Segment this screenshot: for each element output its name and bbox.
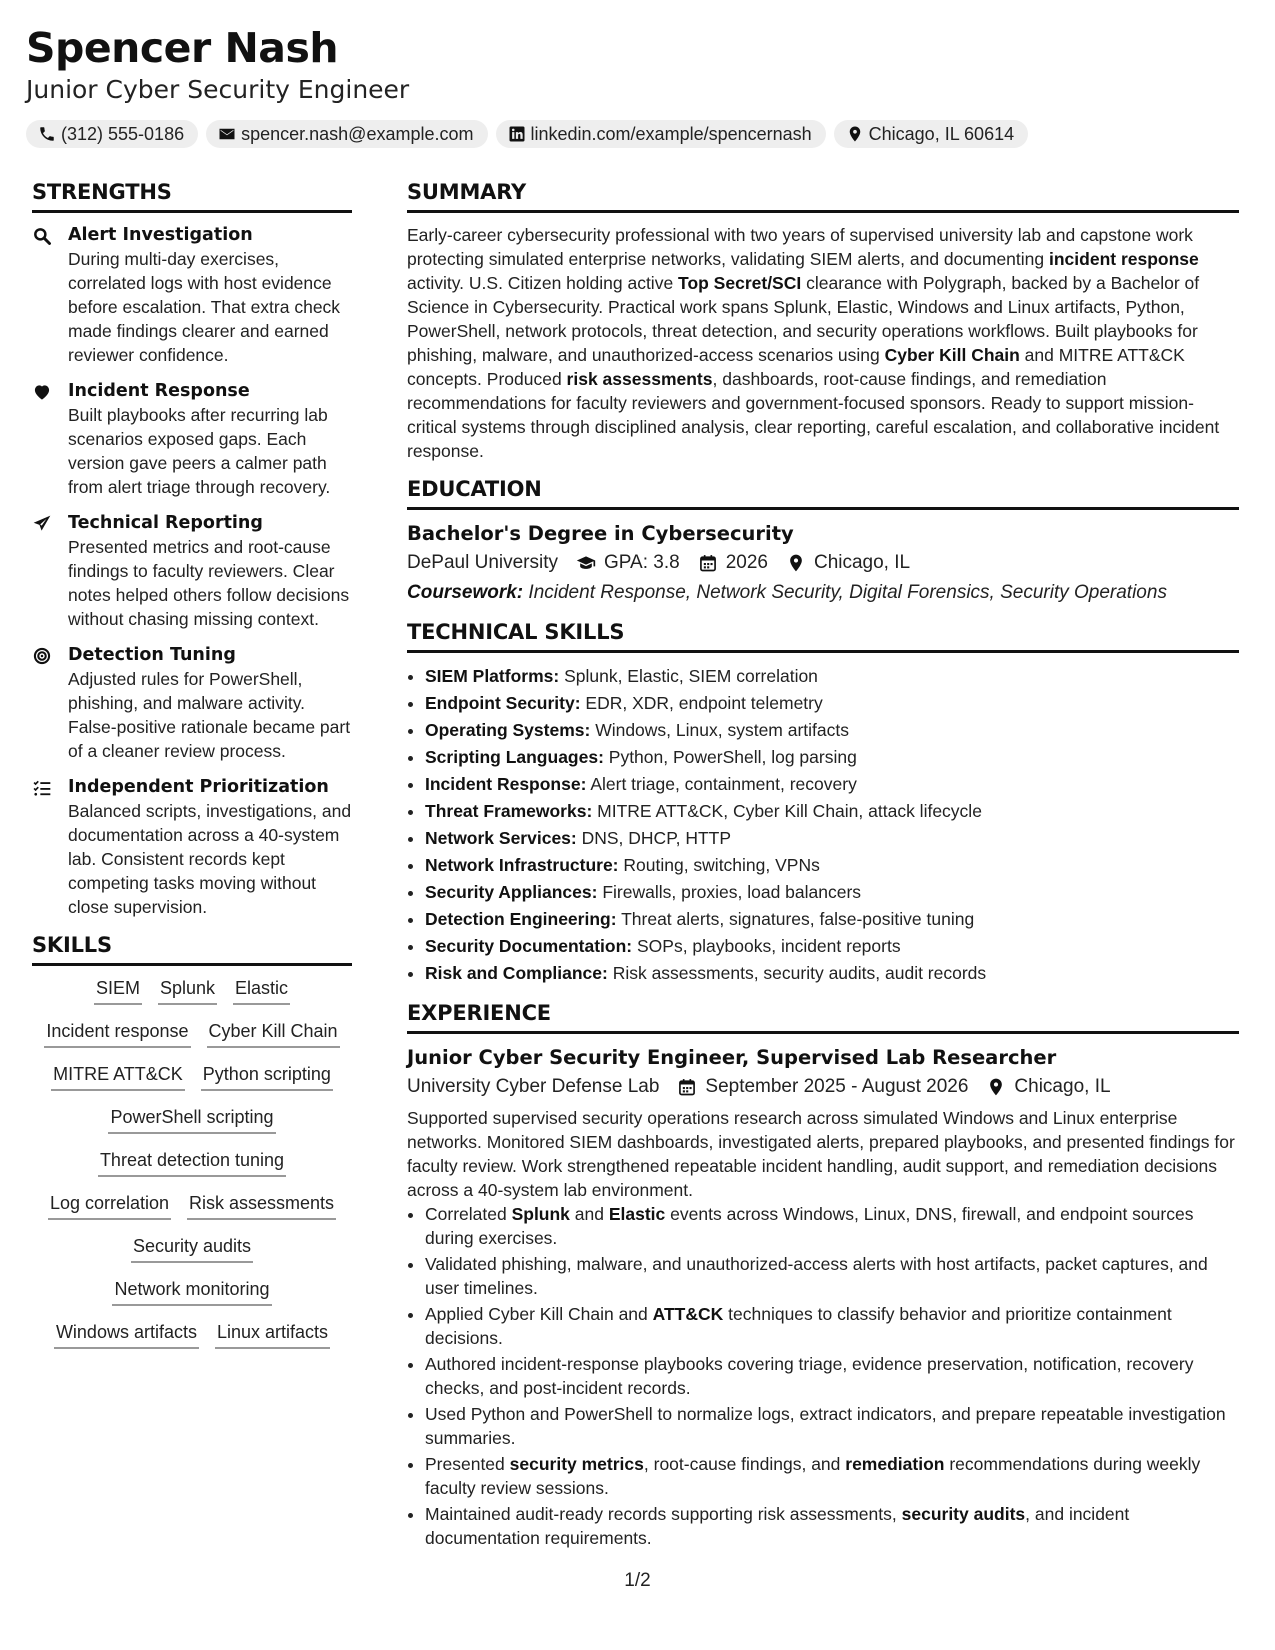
skill-row <box>32 1277 352 1320</box>
strength-item <box>32 379 352 499</box>
strength-description: Presented metrics and root-cause findings to faculty reviewers. Clear notes helped others follow decisions without chasing missing context. <box>68 537 350 629</box>
contact-phone[interactable] <box>26 120 198 148</box>
contact-email-text: spencer.nash@example.com <box>241 123 474 144</box>
contact-phone-text: (312) 555-0186 <box>61 123 185 144</box>
experience-bullet <box>425 1252 1239 1300</box>
strength-item <box>32 223 352 367</box>
skill-tag: Splunk <box>158 976 217 1005</box>
envelope-icon <box>218 125 236 143</box>
school-location: Chicago, IL <box>813 552 911 573</box>
experience-bullet <box>425 1402 1239 1450</box>
bullet-emphasis: security audits <box>901 1504 1026 1524</box>
technical-skill-label: Network Services: <box>425 828 577 848</box>
technical-skill-item <box>425 879 1239 906</box>
summary-text: , dashboards, root-cause findings, and remediation recommendations for faculty reviewers and government-focused sponsors. Ready to support mission-critical systems through disciplined analysis, clear reporting, careful escalation, and collaborative incident response. <box>407 369 1220 461</box>
skill-tag: Log correlation <box>48 1191 171 1220</box>
bullet-text: Used Python and PowerShell to normalize logs, extract indicators, and prepare repeatable investigation summaries. <box>425 1404 1226 1448</box>
technical-skill-item <box>425 717 1239 744</box>
technical-skill-value: Firewalls, proxies, load balancers <box>597 882 862 902</box>
skill-tag: Network monitoring <box>112 1277 271 1306</box>
right-column <box>407 180 1239 1552</box>
paper-plane-icon <box>32 511 54 631</box>
job-meta <box>407 1072 1239 1102</box>
strength-item <box>32 643 352 763</box>
bullet-emphasis: ATT&CK <box>652 1304 724 1324</box>
technical-skill-label: Operating Systems: <box>425 720 591 740</box>
bullet-text: Validated phishing, malware, and unauthorized-access alerts with host artifacts, packet captures, and user timelines. <box>425 1254 1208 1298</box>
strength-title: Incident Response <box>68 381 250 401</box>
bullet-text: , and incident documentation requirements. <box>425 1504 1130 1548</box>
technical-skill-value: Splunk, Elastic, SIEM correlation <box>559 666 818 686</box>
skill-tag: Security audits <box>131 1234 253 1263</box>
summary-emphasis: incident response <box>1049 249 1199 269</box>
technical-skill-label: Network Infrastructure: <box>425 855 619 875</box>
technical-skill-value: Python, PowerShell, log parsing <box>603 747 857 767</box>
strength-title: Technical Reporting <box>68 513 263 533</box>
technical-skills-list <box>407 663 1239 987</box>
technical-skill-value: DNS, DHCP, HTTP <box>576 828 732 848</box>
left-column <box>32 180 352 1363</box>
contact-location[interactable] <box>834 120 1028 148</box>
experience-bullets <box>407 1202 1239 1550</box>
skill-row <box>32 1320 352 1363</box>
heart-icon <box>32 379 54 499</box>
strength-description: Built playbooks after recurring lab scenarios exposed gaps. Each version gave peers a calmer path from alert triage through recovery. <box>68 405 331 497</box>
skill-tag: Linux artifacts <box>215 1320 330 1349</box>
strength-description: During multi-day exercises, correlated logs with host evidence before escalation. That extra check made findings clearer and earned reviewer confidence. <box>68 249 341 365</box>
experience-bullet <box>425 1202 1239 1250</box>
technical-skill-label: Endpoint Security: <box>425 693 581 713</box>
location-icon <box>786 553 806 573</box>
coursework-line <box>407 578 1239 608</box>
skill-tag: Cyber Kill Chain <box>207 1019 340 1048</box>
bullet-text: events across Windows, Linux, DNS, firewall, and endpoint sources during exercises. <box>425 1204 1194 1248</box>
degree-title: Bachelor's Degree in Cybersecurity <box>407 522 794 545</box>
technical-skill-label: Risk and Compliance: <box>425 963 608 983</box>
strength-item <box>32 511 352 631</box>
contact-linkedin[interactable] <box>496 120 826 148</box>
candidate-name: Spencer Nash <box>26 24 339 72</box>
summary-text: Early-career cybersecurity professional with two years of supervised university lab and capstone work protecting simulated enterprise networks, validating SIEM alerts, and documenting <box>407 225 1193 269</box>
technical-skill-label: Incident Response: <box>425 774 587 794</box>
technical-skill-label: Scripting Languages: <box>425 747 604 767</box>
experience-bullet <box>425 1352 1239 1400</box>
technical-skill-item <box>425 771 1239 798</box>
bullet-emphasis: Splunk <box>511 1204 570 1224</box>
contact-bar <box>26 120 1226 148</box>
skill-tag: Threat detection tuning <box>98 1148 286 1177</box>
technical-skill-value: Threat alerts, signatures, false-positive tuning <box>616 909 975 929</box>
strength-title: Detection Tuning <box>68 645 236 665</box>
skill-tag: Elastic <box>233 976 290 1005</box>
bullet-text: Correlated <box>425 1204 512 1224</box>
technical-skill-item <box>425 906 1239 933</box>
contact-location-text: Chicago, IL 60614 <box>868 123 1015 144</box>
skill-row <box>32 1062 352 1105</box>
phone-icon <box>38 125 56 143</box>
coursework-label: Coursework: <box>407 582 524 603</box>
technical-skill-label: Detection Engineering: <box>425 909 617 929</box>
strength-item <box>32 775 352 919</box>
technical-skill-label: Threat Frameworks: <box>425 801 593 821</box>
bullet-text: Presented <box>425 1454 510 1474</box>
technical-skills-heading: TECHNICAL SKILLS <box>407 620 1239 653</box>
technical-skill-value: Alert triage, containment, recovery <box>586 774 857 794</box>
summary-text: and MITRE ATT&CK concepts. Produced <box>407 345 1185 389</box>
bullet-text: Maintained audit-ready records supporting risk assessments, <box>425 1504 902 1524</box>
calendar-icon <box>677 1077 697 1097</box>
skill-tag: MITRE ATT&CK <box>51 1062 185 1091</box>
location-icon <box>986 1077 1006 1097</box>
resume-header <box>26 22 1226 148</box>
summary-emphasis: Cyber Kill Chain <box>884 345 1020 365</box>
search-icon <box>32 223 54 367</box>
skill-row <box>32 976 352 1019</box>
page-number: 1/2 <box>624 1570 651 1591</box>
education-meta <box>407 548 1239 578</box>
technical-skill-value: EDR, XDR, endpoint telemetry <box>580 693 823 713</box>
gpa: GPA: 3.8 <box>604 552 680 573</box>
technical-skill-value: MITRE ATT&CK, Cyber Kill Chain, attack lifecycle <box>592 801 982 821</box>
bullet-emphasis: remediation <box>845 1454 945 1474</box>
technical-skill-label: SIEM Platforms: <box>425 666 560 686</box>
skill-tag: Risk assessments <box>187 1191 336 1220</box>
technical-skill-item <box>425 744 1239 771</box>
job-organization: University Cyber Defense Lab <box>407 1076 660 1097</box>
bullet-text: techniques to classify behavior and prioritize containment decisions. <box>425 1304 1172 1348</box>
contact-email[interactable] <box>206 120 487 148</box>
target-icon <box>32 643 54 763</box>
skills-tag-cloud <box>32 976 352 1363</box>
checklist-icon <box>32 775 54 919</box>
school-name: DePaul University <box>407 552 558 573</box>
skill-row <box>32 1105 352 1148</box>
strength-title: Alert Investigation <box>68 225 253 245</box>
technical-skill-value: Windows, Linux, system artifacts <box>590 720 850 740</box>
experience-bullet <box>425 1452 1239 1500</box>
candidate-title: Junior Cyber Security Engineer <box>26 75 410 104</box>
bullet-text: , root-cause findings, and <box>643 1454 846 1474</box>
calendar-icon <box>698 553 718 573</box>
technical-skill-item <box>425 933 1239 960</box>
graduation-year: 2026 <box>725 552 768 573</box>
education-heading: EDUCATION <box>407 477 1239 510</box>
job-location: Chicago, IL <box>1014 1076 1111 1097</box>
strength-title: Independent Prioritization <box>68 777 329 797</box>
strength-description: Adjusted rules for PowerShell, phishing, and malware activity. False-positive rationale became part of a cleaner review process. <box>68 669 351 761</box>
linkedin-icon <box>508 125 526 143</box>
experience-bullet <box>425 1302 1239 1350</box>
skill-tag: PowerShell scripting <box>108 1105 275 1134</box>
skill-tag: Windows artifacts <box>54 1320 199 1349</box>
skill-row <box>32 1148 352 1191</box>
skill-row <box>32 1234 352 1277</box>
bullet-emphasis: Elastic <box>608 1204 666 1224</box>
bullet-text: Authored incident-response playbooks covering triage, evidence preservation, notification, recovery checks, and post-incident records. <box>425 1354 1194 1398</box>
technical-skill-value: Risk assessments, security audits, audit records <box>607 963 987 983</box>
experience-heading: EXPERIENCE <box>407 1001 1239 1034</box>
job-description: Supported supervised security operations research across simulated Windows and Linux enterprise networks. Monitored SIEM dashboards, investigated alerts, prepared playbooks, and presented findings for faculty review. Work strengthened repeatable incident handling, audit support, and remediation decisions across a 40-system lab environment. <box>407 1108 1235 1200</box>
skills-heading: SKILLS <box>32 933 352 966</box>
skill-tag: SIEM <box>94 976 142 1005</box>
technical-skill-label: Security Documentation: <box>425 936 633 956</box>
strength-description: Balanced scripts, investigations, and documentation across a 40-system lab. Consistent records kept competing tasks moving without close supervision. <box>68 801 352 917</box>
summary-paragraph <box>407 223 1239 463</box>
summary-heading: SUMMARY <box>407 180 1239 213</box>
job-dates: September 2025 - August 2026 <box>705 1076 969 1097</box>
technical-skill-label: Security Appliances: <box>425 882 598 902</box>
summary-text: clearance with Polygraph, backed by a Bachelor of Science in Cybersecurity. Practical work spans Splunk, Elastic, Windows and Linux artifacts, Python, PowerShell, network protocols, threat detection, and security operations workflows. Built playbooks for phishing, malware, and unauthorized-access scenarios using <box>407 273 1200 365</box>
technical-skill-item <box>425 852 1239 879</box>
technical-skill-item <box>425 825 1239 852</box>
skill-row <box>32 1019 352 1062</box>
technical-skill-value: Routing, switching, VPNs <box>618 855 820 875</box>
location-icon <box>846 125 864 143</box>
bullet-text: recommendations during weekly faculty review sessions. <box>425 1454 1201 1498</box>
bullet-text: Applied Cyber Kill Chain and <box>425 1304 653 1324</box>
graduation-cap-icon <box>576 553 596 573</box>
skill-tag: Incident response <box>44 1019 190 1048</box>
skill-tag: Python scripting <box>201 1062 333 1091</box>
technical-skill-value: SOPs, playbooks, incident reports <box>632 936 901 956</box>
contact-linkedin-text: linkedin.com/example/spencernash <box>530 123 812 144</box>
technical-skill-item <box>425 663 1239 690</box>
experience-bullet <box>425 1502 1239 1550</box>
technical-skill-item <box>425 960 1239 987</box>
skill-row <box>32 1191 352 1234</box>
coursework-list: Incident Response, Network Security, Digital Forensics, Security Operations <box>528 582 1167 603</box>
summary-emphasis: Top Secret/SCI <box>678 273 802 293</box>
job-title: Junior Cyber Security Engineer, Supervised Lab Researcher <box>407 1046 1057 1069</box>
technical-skill-item <box>425 690 1239 717</box>
strengths-heading: STRENGTHS <box>32 180 352 213</box>
summary-text: activity. U.S. Citizen holding active <box>407 273 679 293</box>
technical-skill-item <box>425 798 1239 825</box>
bullet-emphasis: security metrics <box>509 1454 644 1474</box>
summary-emphasis: risk assessments <box>566 369 713 389</box>
bullet-text: and <box>569 1204 609 1224</box>
